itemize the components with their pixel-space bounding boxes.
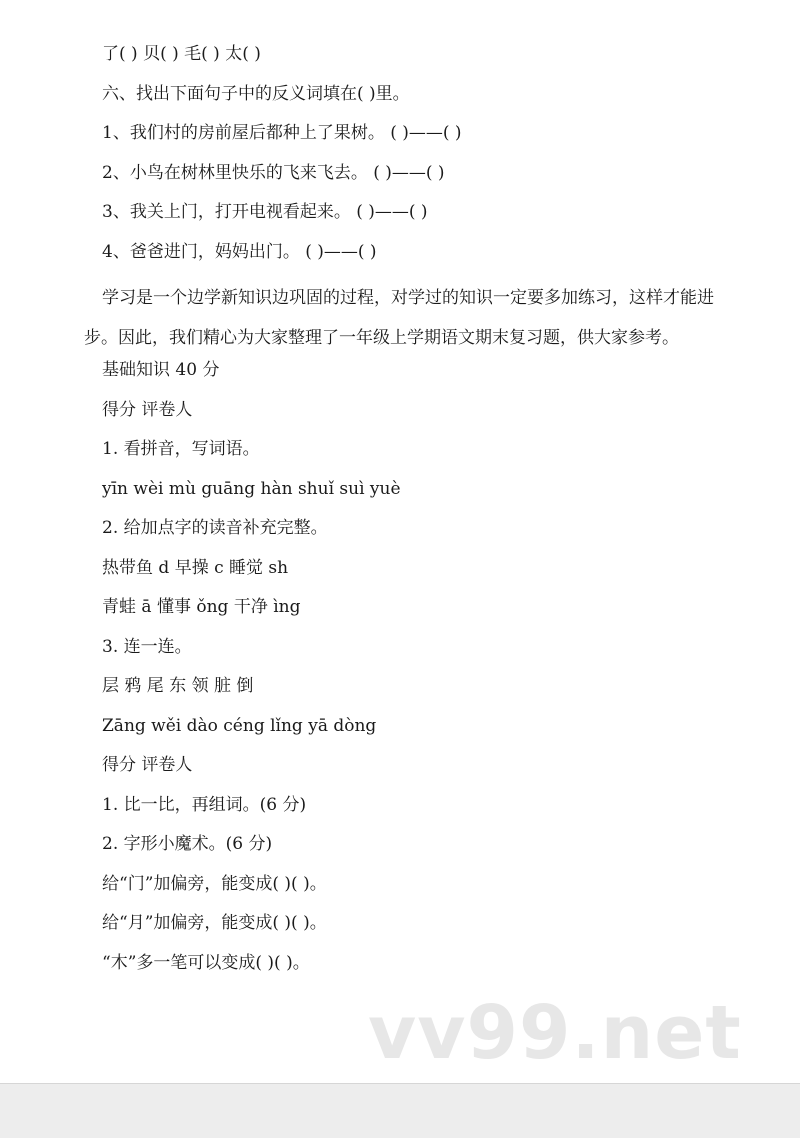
text-line: 给“门”加偏旁，能变成( )( )。 — [102, 873, 327, 894]
viewer-bottom-bar — [0, 1083, 800, 1138]
question-line: 1、我们村的房前屋后都种上了果树。 ( )——( ) — [102, 123, 462, 143]
section-heading: 基础知识 40 分 — [102, 360, 220, 380]
text-line: 热带鱼 d 早操 c 睡觉 sh — [102, 557, 289, 578]
question-line: 1. 比一比，再组词。(6 分) — [102, 794, 307, 815]
text-line: “木”多一笔可以变成( )( )。 — [102, 952, 310, 973]
score-label: 得分 评卷人 — [102, 399, 193, 420]
intro-paragraph: 学习是一个边学新知识边巩固的过程，对学过的知识一定要多加练习，这样才能进步。因此，我们精心为大家整理了一年级上学期语文期末复习题，供大家参考。 — [84, 288, 714, 348]
text-line: 青蛙 ā 懂事 ǒng 干净 ìng — [102, 597, 301, 617]
question-line: 2、小鸟在树林里快乐的飞来飞去。 ( )——( ) — [102, 162, 445, 183]
text-line: 给“月”加偏旁，能变成( )( )。 — [102, 913, 327, 933]
pinyin-line: yīn wèi mù guāng hàn shuǐ suì yuè — [102, 478, 401, 499]
watermark: vv99.net — [368, 990, 742, 1076]
document-body — [84, 42, 724, 990]
score-label: 得分 评卷人 — [102, 755, 193, 775]
question-line: 2. 字形小魔术。(6 分) — [102, 834, 273, 854]
section-heading: 六、找出下面句子中的反义词填在( )里。 — [102, 83, 410, 104]
question-line: 4、爸爸进门，妈妈出门。 ( )——( ) — [102, 241, 377, 262]
question-line: 3、我关上门，打开电视看起来。 ( )——( ) — [102, 202, 428, 222]
question-line: 2. 给加点字的读音补充完整。 — [102, 518, 328, 538]
pinyin-line: Zāng wěi dào céng lǐng yā dòng — [102, 715, 377, 736]
text-line: 了( ) 贝( ) 毛( ) 太( ) — [102, 44, 261, 64]
text-line: 层 鸦 尾 东 领 脏 倒 — [102, 676, 254, 696]
question-line: 1. 看拼音，写词语。 — [102, 439, 260, 459]
question-line: 3. 连一连。 — [102, 636, 192, 657]
